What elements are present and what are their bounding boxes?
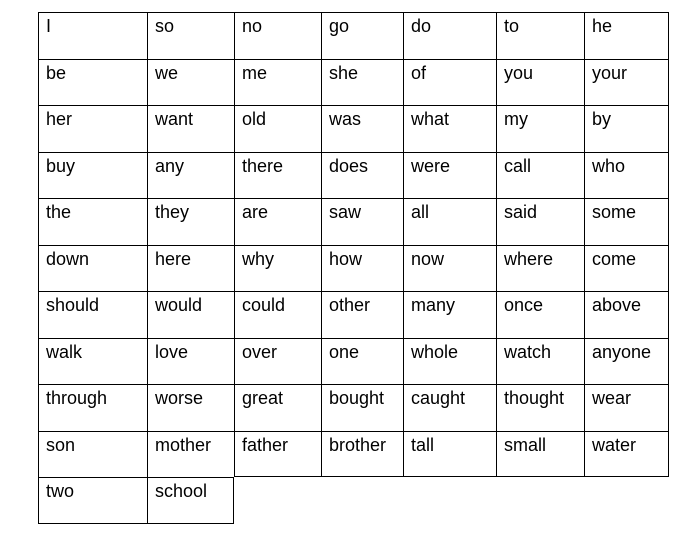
word-cell: walk <box>38 338 147 384</box>
word-cell: the <box>38 198 147 245</box>
word-cell: call <box>496 152 584 198</box>
word-cell: brother <box>321 431 403 477</box>
word-cell: could <box>234 291 321 338</box>
word-cell: through <box>38 384 147 431</box>
word-cell: be <box>38 59 147 105</box>
word-cell: are <box>234 198 321 245</box>
word-cell: who <box>584 152 669 198</box>
word-cell: whole <box>403 338 496 384</box>
word-cell: love <box>147 338 234 384</box>
word-cell: where <box>496 245 584 291</box>
word-cell: tall <box>403 431 496 477</box>
word-cell: some <box>584 198 669 245</box>
word-cell: here <box>147 245 234 291</box>
word-cell: old <box>234 105 321 152</box>
word-cell: buy <box>38 152 147 198</box>
word-cell: he <box>584 12 669 59</box>
word-cell: said <box>496 198 584 245</box>
word-cell: was <box>321 105 403 152</box>
word-cell: would <box>147 291 234 338</box>
word-cell: no <box>234 12 321 59</box>
word-cell: by <box>584 105 669 152</box>
word-cell: how <box>321 245 403 291</box>
word-cell: what <box>403 105 496 152</box>
word-cell: water <box>584 431 669 477</box>
word-cell: want <box>147 105 234 152</box>
word-cell: of <box>403 59 496 105</box>
word-cell: why <box>234 245 321 291</box>
word-cell: does <box>321 152 403 198</box>
word-cell: above <box>584 291 669 338</box>
word-cell: worse <box>147 384 234 431</box>
word-cell: small <box>496 431 584 477</box>
word-cell: I <box>38 12 147 59</box>
word-cell: my <box>496 105 584 152</box>
word-cell: once <box>496 291 584 338</box>
word-cell: she <box>321 59 403 105</box>
word-cell: watch <box>496 338 584 384</box>
word-cell: there <box>234 152 321 198</box>
word-cell: one <box>321 338 403 384</box>
word-cell: come <box>584 245 669 291</box>
word-cell: so <box>147 12 234 59</box>
word-cell: anyone <box>584 338 669 384</box>
word-cell: all <box>403 198 496 245</box>
word-cell: caught <box>403 384 496 431</box>
word-cell: wear <box>584 384 669 431</box>
word-cell: you <box>496 59 584 105</box>
word-cell: two <box>38 477 147 524</box>
word-cell: should <box>38 291 147 338</box>
word-cell: over <box>234 338 321 384</box>
word-cell: son <box>38 431 147 477</box>
word-cell: other <box>321 291 403 338</box>
word-cell: go <box>321 12 403 59</box>
word-cell: thought <box>496 384 584 431</box>
word-cell: father <box>234 431 321 477</box>
word-cell: now <box>403 245 496 291</box>
word-cell: your <box>584 59 669 105</box>
word-cell: down <box>38 245 147 291</box>
word-cell: any <box>147 152 234 198</box>
word-cell: they <box>147 198 234 245</box>
word-cell: saw <box>321 198 403 245</box>
word-cell: we <box>147 59 234 105</box>
word-cell: many <box>403 291 496 338</box>
word-cell: were <box>403 152 496 198</box>
word-cell: mother <box>147 431 234 477</box>
word-cell: great <box>234 384 321 431</box>
word-cell: bought <box>321 384 403 431</box>
word-cell: to <box>496 12 584 59</box>
word-cell: her <box>38 105 147 152</box>
word-cell: me <box>234 59 321 105</box>
word-cell: school <box>147 477 234 524</box>
word-cell: do <box>403 12 496 59</box>
